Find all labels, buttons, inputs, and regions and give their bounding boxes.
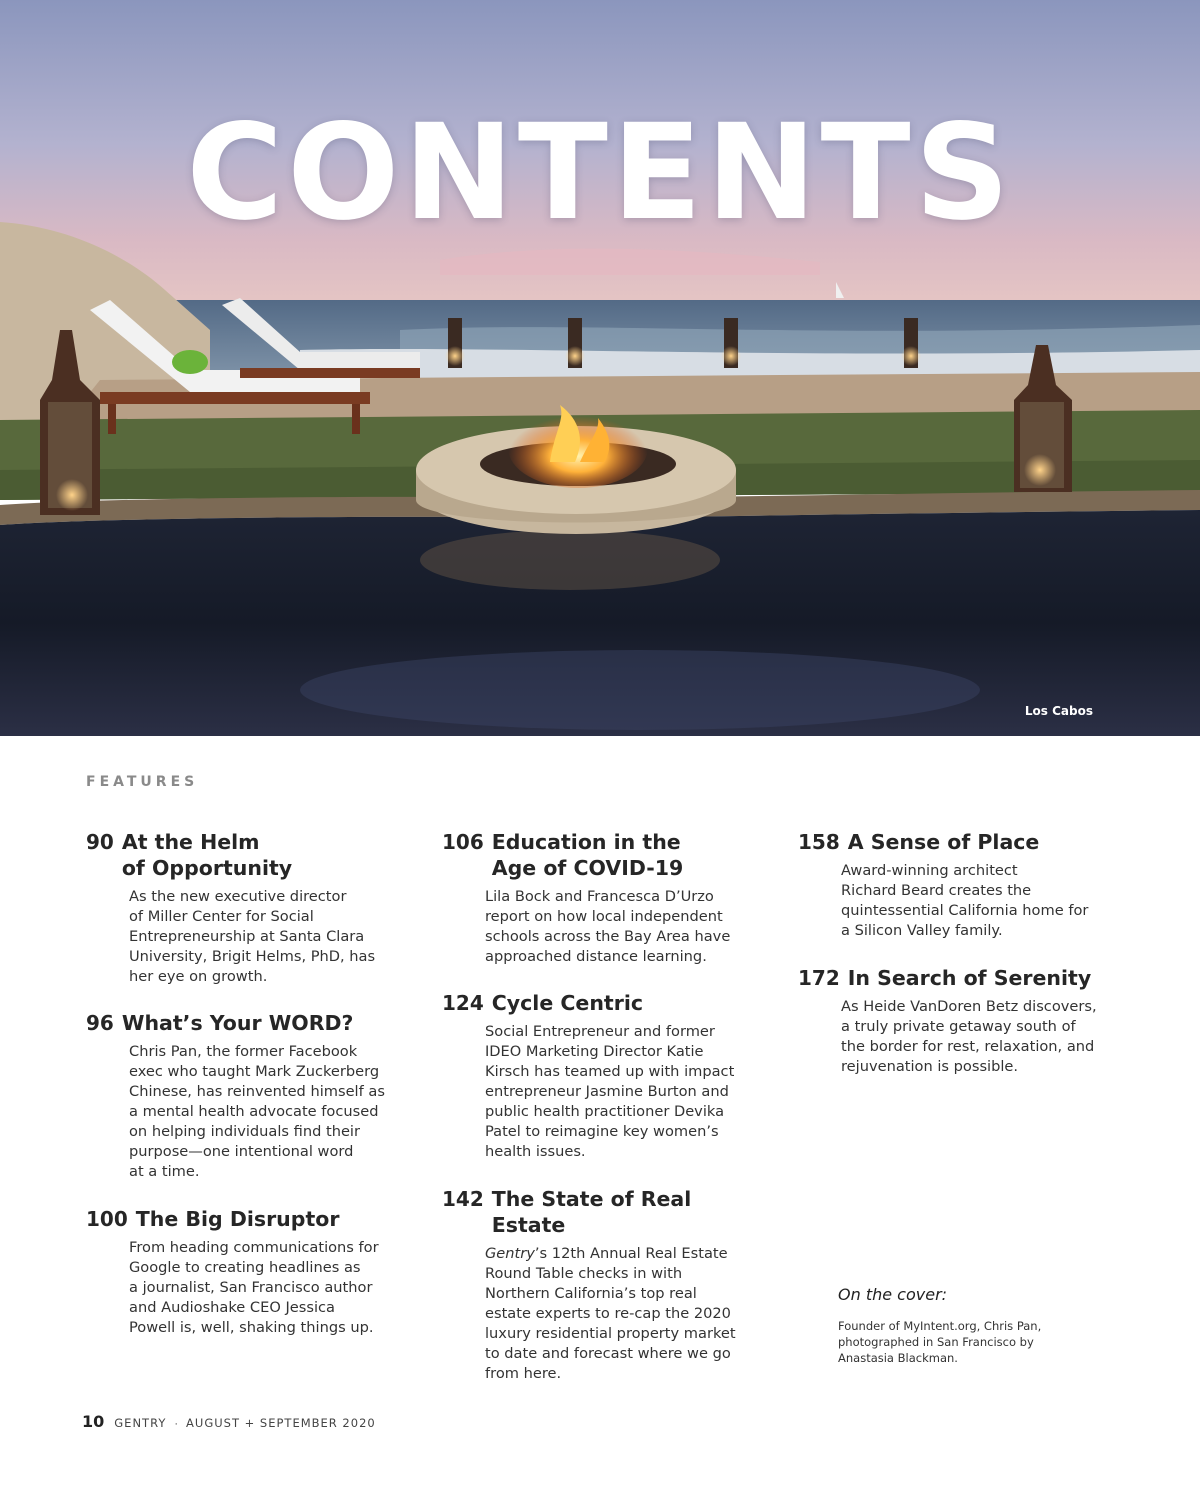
feature-description: Award-winning architect Richard Beard creates the quintessential California home for a Silicon Valley family. [841, 862, 1089, 939]
feature-title[interactable]: Cycle Centric [491, 991, 644, 1015]
features-label: FEATURES [86, 774, 199, 790]
feature-description: From heading communications for Google to creating headlines as a journalist, San Francisco author and Audioshake CEO Jessica Powell is, well, shaking things up. [129, 1239, 379, 1336]
feature-item[interactable] [798, 829, 1118, 941]
feature-page-number: 172 [798, 966, 840, 990]
photo-caption: Los Cabos [1024, 704, 1093, 718]
feature-title[interactable]: Education in the Age of COVID-19 [491, 830, 684, 880]
feature-title[interactable]: The Big Disruptor [135, 1207, 340, 1231]
feature-page-number: 158 [798, 830, 840, 854]
feature-description-text: ’s 12th Annual Real Estate Round Table checks in with Northern California’s top real estate experts to re-cap the 2020 luxury residential property market to date and forecast where we go from here. [485, 1245, 736, 1382]
feature-description [485, 1244, 762, 1384]
feature-description: Social Entrepreneur and former IDEO Marketing Director Katie Kirsch has teamed up with impact entrepreneur Jasmine Burton and public health practitioner Devika Patel to reimagine key women’s health issues. [485, 1023, 735, 1160]
contents-title: CONTENTS [186, 96, 1014, 250]
feature-description: Lila Bock and Francesca D’Urzo report on how local independent schools across the Bay Area have approached distance learning. [485, 888, 731, 965]
feature-title[interactable]: What’s Your WORD? [121, 1011, 354, 1035]
feature-title[interactable]: At the Helm of Opportunity [121, 830, 293, 880]
feature-page-number: 142 [442, 1187, 484, 1211]
feature-page-number: 124 [442, 991, 484, 1015]
publication-name: GENTRY [114, 1416, 167, 1430]
feature-item[interactable] [798, 965, 1118, 1077]
cover-description: Founder of MyIntent.org, Chris Pan, photographed in San Francisco by Anastasia Blackman. [838, 1319, 1042, 1365]
feature-item[interactable] [442, 1186, 762, 1384]
issue-date: AUGUST + SEPTEMBER 2020 [186, 1416, 376, 1430]
hero-photo [0, 0, 1200, 736]
feature-description: As Heide VanDoren Betz discovers, a truly private getaway south of the border for rest, relaxation, and rejuvenation is possible. [841, 998, 1097, 1075]
feature-title[interactable]: In Search of Serenity [847, 966, 1092, 990]
feature-item[interactable] [442, 829, 762, 967]
page-footer [82, 1412, 376, 1431]
cover-label: On the cover: [838, 1285, 948, 1304]
feature-item[interactable] [442, 990, 762, 1162]
feature-title[interactable]: The State of Real Estate [491, 1187, 692, 1237]
feature-item[interactable] [86, 1206, 406, 1338]
feature-page-number: 100 [86, 1207, 128, 1231]
feature-description: Chris Pan, the former Facebook exec who taught Mark Zuckerberg Chinese, has reinvented himself as a mental health advocate focused on helping individuals find their purpose—one intentional word at a time. [129, 1043, 385, 1180]
feature-title[interactable]: A Sense of Place [847, 830, 1040, 854]
publication-name-italic: Gentry [485, 1245, 535, 1262]
feature-description: As the new executive director of Miller Center for Social Entrepreneurship at Santa Clara University, Brigit Helms, PhD, has her eye on growth. [129, 888, 376, 985]
footer-separator: · [174, 1418, 179, 1430]
feature-page-number: 90 [86, 830, 114, 854]
feature-item[interactable] [86, 1010, 406, 1182]
feature-page-number: 106 [442, 830, 484, 854]
feature-item[interactable] [86, 829, 406, 987]
page-number: 10 [82, 1412, 105, 1431]
feature-page-number: 96 [86, 1011, 114, 1035]
